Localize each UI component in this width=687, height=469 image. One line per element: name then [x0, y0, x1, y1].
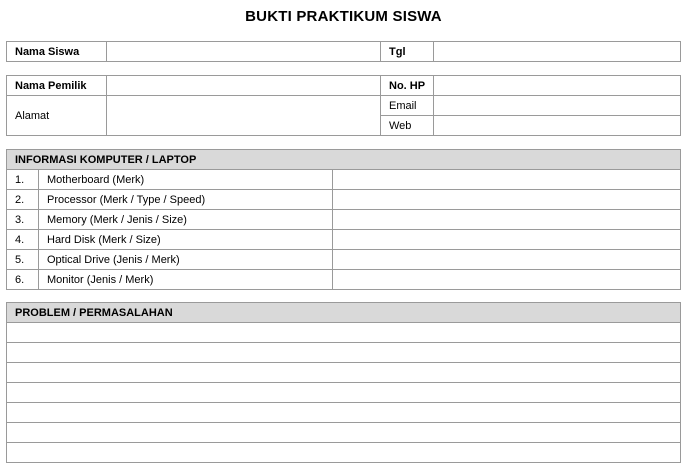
owner-table [6, 75, 681, 136]
monitor-field[interactable] [333, 270, 681, 290]
phone-label: No. HP [381, 76, 434, 96]
table-row [7, 270, 681, 290]
problem-line[interactable] [7, 363, 681, 383]
row-label: Motherboard (Merk) [39, 170, 333, 190]
problem-header: PROBLEM / PERMASALAHAN [7, 303, 681, 323]
row-label: Monitor (Jenis / Merk) [39, 270, 333, 290]
table-row [7, 190, 681, 210]
optical-drive-field[interactable] [333, 250, 681, 270]
problem-line[interactable] [7, 323, 681, 343]
email-field[interactable] [434, 96, 681, 116]
row-number: 2. [7, 190, 39, 210]
problem-line[interactable] [7, 423, 681, 443]
row-label: Memory (Merk / Jenis / Size) [39, 210, 333, 230]
owner-name-field[interactable] [107, 76, 381, 96]
processor-field[interactable] [333, 190, 681, 210]
memory-field[interactable] [333, 210, 681, 230]
row-number: 1. [7, 170, 39, 190]
row-label: Optical Drive (Jenis / Merk) [39, 250, 333, 270]
row-number: 6. [7, 270, 39, 290]
hard-disk-field[interactable] [333, 230, 681, 250]
email-label: Email [381, 96, 434, 116]
row-number: 4. [7, 230, 39, 250]
row-number: 3. [7, 210, 39, 230]
student-name-label: Nama Siswa [7, 42, 107, 62]
computer-info-header: INFORMASI KOMPUTER / LAPTOP [7, 150, 681, 170]
table-row [7, 170, 681, 190]
problem-table [6, 302, 681, 463]
problem-line[interactable] [7, 443, 681, 463]
problem-line[interactable] [7, 403, 681, 423]
address-label: Alamat [7, 96, 107, 136]
row-label: Processor (Merk / Type / Speed) [39, 190, 333, 210]
table-row [7, 210, 681, 230]
motherboard-field[interactable] [333, 170, 681, 190]
problem-line[interactable] [7, 383, 681, 403]
row-label: Hard Disk (Merk / Size) [39, 230, 333, 250]
table-row [7, 230, 681, 250]
date-label: Tgl [381, 42, 434, 62]
web-field[interactable] [434, 116, 681, 136]
problem-line[interactable] [7, 343, 681, 363]
owner-name-label: Nama Pemilik [7, 76, 107, 96]
computer-info-table [6, 149, 681, 290]
table-row [7, 250, 681, 270]
address-field[interactable] [107, 96, 381, 136]
student-name-field[interactable] [107, 42, 381, 62]
page-title: BUKTI PRAKTIKUM SISWA [245, 8, 442, 25]
date-field[interactable] [434, 42, 681, 62]
row-number: 5. [7, 250, 39, 270]
phone-field[interactable] [434, 76, 681, 96]
student-table [6, 41, 681, 62]
web-label: Web [381, 116, 434, 136]
